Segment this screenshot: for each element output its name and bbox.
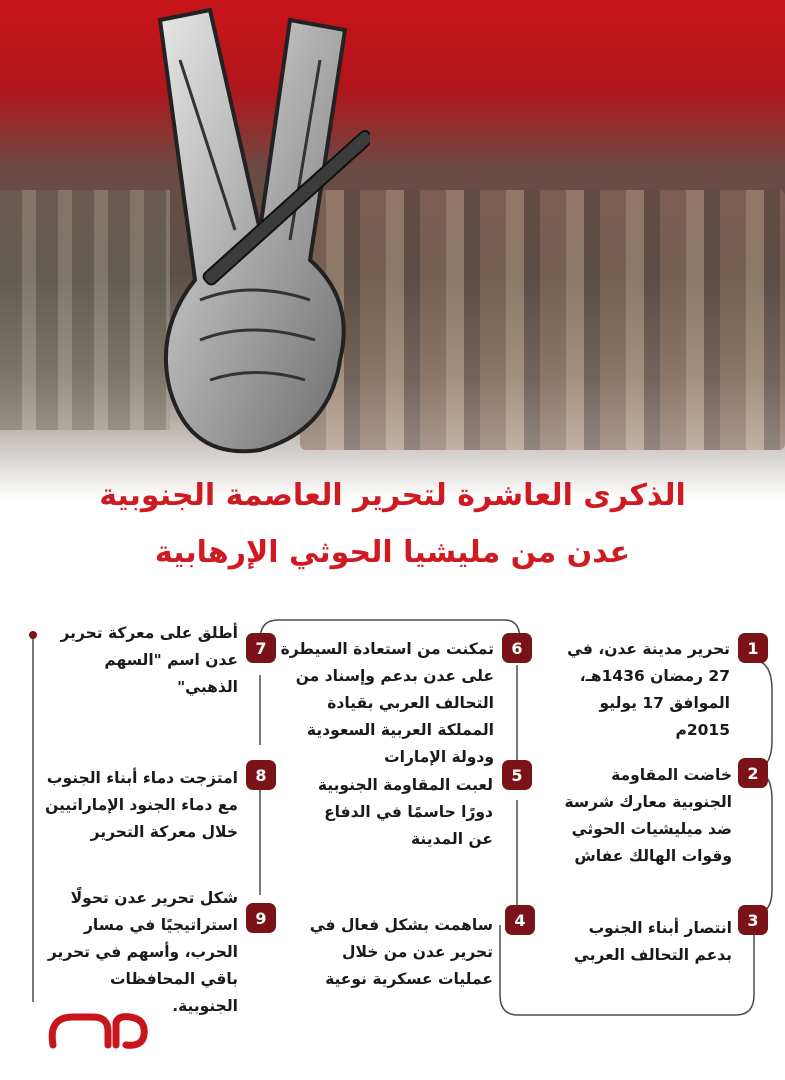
- step-text-2: خاضت المقاومة الجنوبية معارك شرسة ضد ميليشيات الحوثي وقوات الهالك عفاش: [564, 766, 732, 865]
- step-number-7: 7: [246, 633, 276, 663]
- logo-mark: عدن: [98, 1040, 100, 1041]
- logo: [38, 1005, 158, 1067]
- step-text-7: أطلق على معركة تحرير عدن اسم "السهم الذهبي": [60, 624, 238, 696]
- step-number-2: 2: [738, 758, 768, 788]
- logo-subtext: الجنوب: [52, 1055, 82, 1066]
- step-text-4: ساهمت بشكل فعال في تحرير عدن من خلال عمليات عسكرية نوعية: [309, 916, 493, 988]
- step-text-9: شكل تحرير عدن تحولًا استراتيجيًا في مسار الحرب، وأسهم في تحرير باقي المحافظات الجنوبية.: [47, 889, 238, 1015]
- step-number-4: 4: [505, 905, 535, 935]
- step-number-5: 5: [502, 760, 532, 790]
- step-number-6: 6: [502, 633, 532, 663]
- page-title-line1: الذكرى العاشرة لتحرير العاصمة الجنوبية: [99, 478, 686, 513]
- step-text-3: انتصار أبناء الجنوب بدعم التحالف العربي: [573, 919, 732, 964]
- step-number-1: 1: [738, 633, 768, 663]
- step-number-3: 3: [738, 905, 768, 935]
- step-text-5: لعبت المقاومة الجنوبية دورًا حاسمًا في الدفاع عن المدينة: [317, 776, 493, 848]
- step-text-6: تمكنت من استعادة السيطرة على عدن بدعم وإسناد من التحالف العربي بقيادة المملكة العربية السعودية ودولة الإمارات: [280, 640, 494, 766]
- step-number-8: 8: [246, 760, 276, 790]
- step-text-1: تحرير مدينة عدن، في 27 رمضان 1436هـ، الموافق 17 يوليو 2015م: [567, 640, 730, 739]
- step-text-8: امتزجت دماء أبناء الجنوب مع دماء الجنود الإماراتيين خلال معركة التحرير: [45, 769, 238, 841]
- step-number-9: 9: [246, 903, 276, 933]
- hashtag: #الذكرى_العاشره_لتحرير_عدن: [436, 1028, 763, 1053]
- page-title-line2: عدن من مليشيا الحوثي الإرهابية: [154, 535, 631, 570]
